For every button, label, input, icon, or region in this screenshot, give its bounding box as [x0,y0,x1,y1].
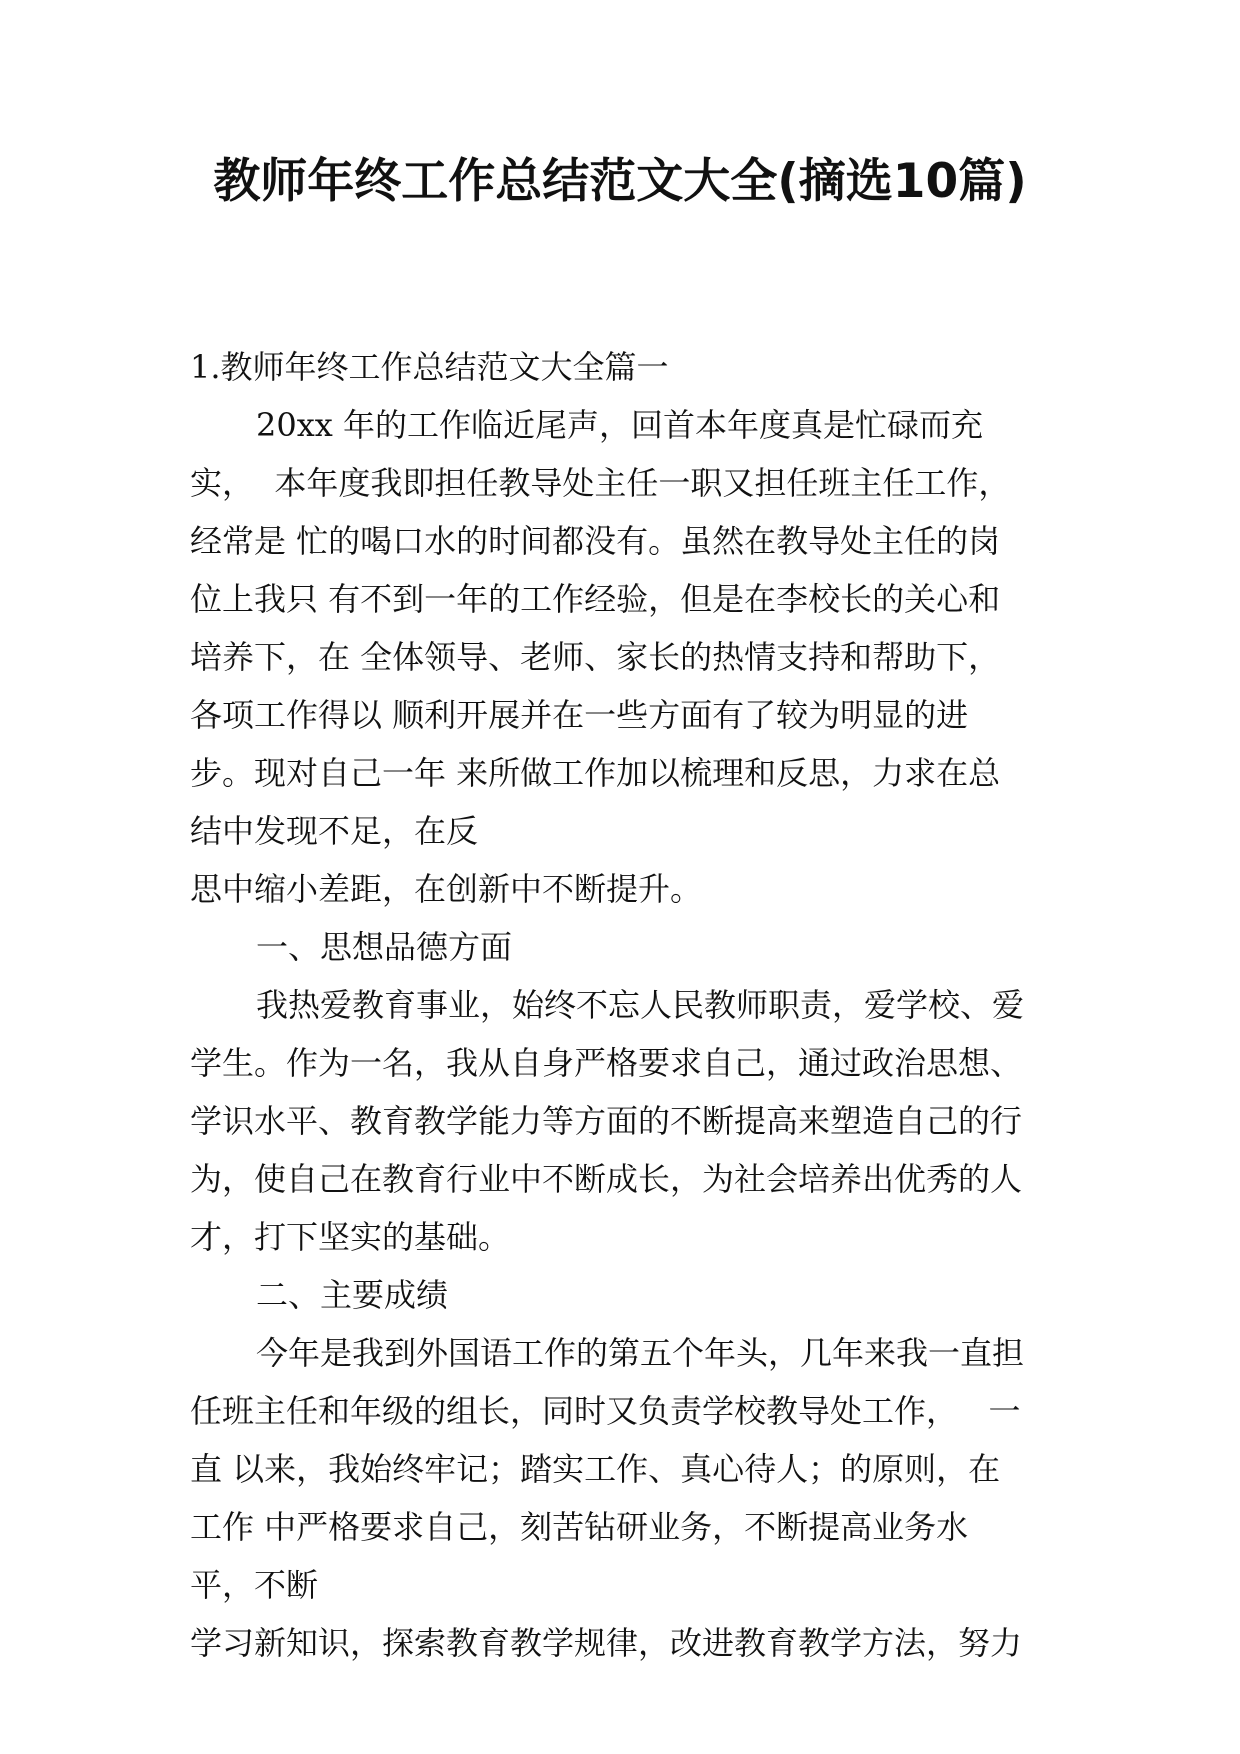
document-title: 教师年终工作总结范文大全(摘选10篇) [213,154,1027,209]
paragraph-line: 各项工作得以 顺利开展并在一些方面有了较为明显的进 [190,696,969,734]
paragraph-line: 任班主任和年级的组长，同时又负责学校教导处工作， 一 [190,1392,1021,1430]
paragraph-line: 直 以来，我始终牢记；踏实工作、真心待人；的原则，在 [190,1450,1001,1488]
paragraph-line: 经常是 忙的喝口水的时间都没有。虽然在教导处主任的岗 [190,522,1001,560]
section-heading-1: 1.教师年终工作总结范文大全篇一 [190,348,669,386]
paragraph-line: 思中缩小差距，在创新中不断提升。 [190,870,703,908]
paragraph-line: 培养下，在 全体领导、老师、家长的热情支持和帮助下， [190,638,1001,676]
paragraph-line: 才，打下坚实的基础。 [190,1218,511,1256]
paragraph-line: 学习新知识，探索教育教学规律，改进教育教学方法，努力 [190,1624,1023,1662]
paragraph-line: 位上我只 有不到一年的工作经验，但是在李校长的关心和 [190,580,1001,618]
paragraph-line: 为，使自己在教育行业中不断成长，为社会培养出优秀的人 [190,1160,1023,1198]
subsection-heading: 一、思想品德方面 [256,928,513,966]
paragraph-line: 结中发现不足，在反 [190,812,479,850]
paragraph-line: 今年是我到外国语工作的第五个年头，几年来我一直担 [256,1334,1025,1372]
paragraph-line: 学识水平、教育教学能力等方面的不断提高来塑造自己的行 [190,1102,1023,1140]
paragraph-line: 学生。作为一名，我从自身严格要求自己，通过政治思想、 [190,1044,1023,1082]
paragraph-line: 步。现对自己一年 来所做工作加以梳理和反思，力求在总 [190,754,1001,792]
paragraph-line: 20xx 年的工作临近尾声，回首本年度真是忙碌而充 [256,406,983,444]
paragraph-line: 工作 中严格要求自己，刻苦钻研业务，不断提高业务水 [190,1508,969,1546]
paragraph-line: 我热爱教育事业，始终不忘人民教师职责，爱学校、爱 [256,986,1025,1024]
paragraph-line: 实， 本年度我即担任教导处主任一职又担任班主任工作， [190,464,1011,502]
subsection-heading: 二、主要成绩 [256,1276,449,1314]
paragraph-line: 平，不断 [190,1566,319,1604]
